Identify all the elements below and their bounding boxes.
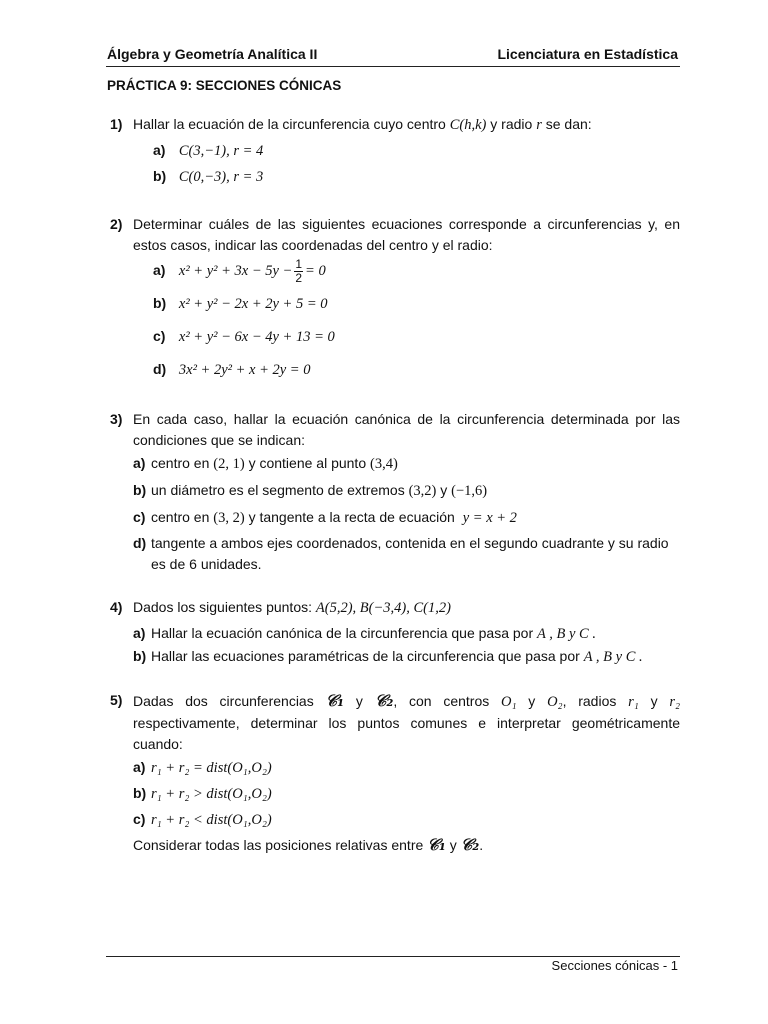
fraction: $\frac{1}{2}$	[295, 257, 303, 285]
exercise-1	[107, 114, 680, 188]
exercise-3	[107, 409, 680, 575]
exercise-item: c) centro en (3, 2) y tangente a la recta de ecuación y = x + 2	[133, 509, 517, 526]
exercise-item: b) x² + y² − 2x + 2y + 5 = 0	[153, 295, 328, 312]
exercise-number: 4)	[110, 599, 123, 615]
practice-title: PRÁCTICA 9: SECCIONES CÓNICAS	[107, 78, 342, 93]
exercise-statement: Dadas dos circunferencias 𝒞₁ y 𝒞₂, con centros O₁ y O₂, radios r₁ y r₂ respectivamente, determinar los puntos comunes e interpretar geométricamente cuando:	[133, 691, 681, 752]
math-radius: r	[536, 117, 542, 133]
exercise-item: b) Hallar las ecuaciones paramétricas de la circunferencia que pasa por A , B y C .	[133, 648, 643, 665]
math-center: C(h,k)	[449, 117, 487, 133]
footer-divider	[106, 956, 680, 957]
exercise-statement: En cada caso, hallar la ecuación canónica de la circunferencia determinada por las condiciones que se indican:	[133, 411, 680, 448]
exercise-item: a) r₁ + r₂ = dist(O₁,O₂)	[133, 759, 272, 776]
exercise-4	[107, 597, 680, 668]
course-title: Álgebra y Geometría Analítica II	[107, 46, 318, 62]
exercise-item: a) C(3,−1), r = 4	[153, 142, 264, 159]
exercise-list	[107, 114, 680, 856]
exercise-statement: Determinar cuáles de las siguientes ecuaciones corresponde a circunferencias y, en estos casos, indicar las coordenadas del centro y el radio:	[133, 216, 680, 253]
exercise-item: b) C(0,−3), r = 3	[153, 168, 264, 185]
page-footer: Secciones cónicas - 1	[551, 958, 678, 973]
exercise-item: b) un diámetro es el segmento de extremos (3,2) y (−1,6)	[133, 482, 488, 499]
exercise-item: c) x² + y² − 6x − 4y + 13 = 0	[153, 328, 335, 345]
exercise-number: 1)	[110, 116, 123, 132]
exercise-item: a) Hallar la ecuación canónica de la circunferencia que pasa por A , B y C .	[133, 625, 596, 642]
page-header	[106, 46, 680, 67]
exercise-statement: Hallar la ecuación de la circunferencia cuyo centro C(h,k) y radio r se dan:	[133, 116, 592, 133]
exercise-5	[107, 690, 680, 856]
exercise-number: 2)	[110, 216, 123, 232]
closing-statement: Considerar todas las posiciones relativas entre 𝒞₁ y 𝒞₂.	[133, 835, 484, 854]
degree-title: Licenciatura en Estadística	[497, 46, 678, 62]
exercise-item: c) r₁ + r₂ < dist(O₁,O₂)	[133, 811, 272, 828]
exercise-number: 3)	[110, 411, 123, 427]
exercise-number: 5)	[110, 692, 123, 708]
exercise-item: d) 3x² + 2y² + x + 2y = 0	[153, 361, 311, 378]
exercise-2	[107, 214, 680, 381]
exercise-statement: Dados los siguientes puntos: A(5,2), B(−3,4), C(1,2)	[133, 599, 451, 616]
exercise-item: a) x² + y² + 3x − 5y − $\frac{1}{2}$ = 0	[153, 257, 326, 285]
math-points: A(5,2), B(−3,4), C(1,2)	[315, 600, 451, 616]
exercise-item: a) centro en (2, 1) y contiene al punto (3,4)	[133, 455, 398, 472]
exercise-item: d) tangente a ambos ejes coordenados, contenida en el segundo cuadrante y su radio es de 6 unidades.	[133, 535, 669, 572]
exercise-item: b) r₁ + r₂ > dist(O₁,O₂)	[133, 785, 272, 802]
